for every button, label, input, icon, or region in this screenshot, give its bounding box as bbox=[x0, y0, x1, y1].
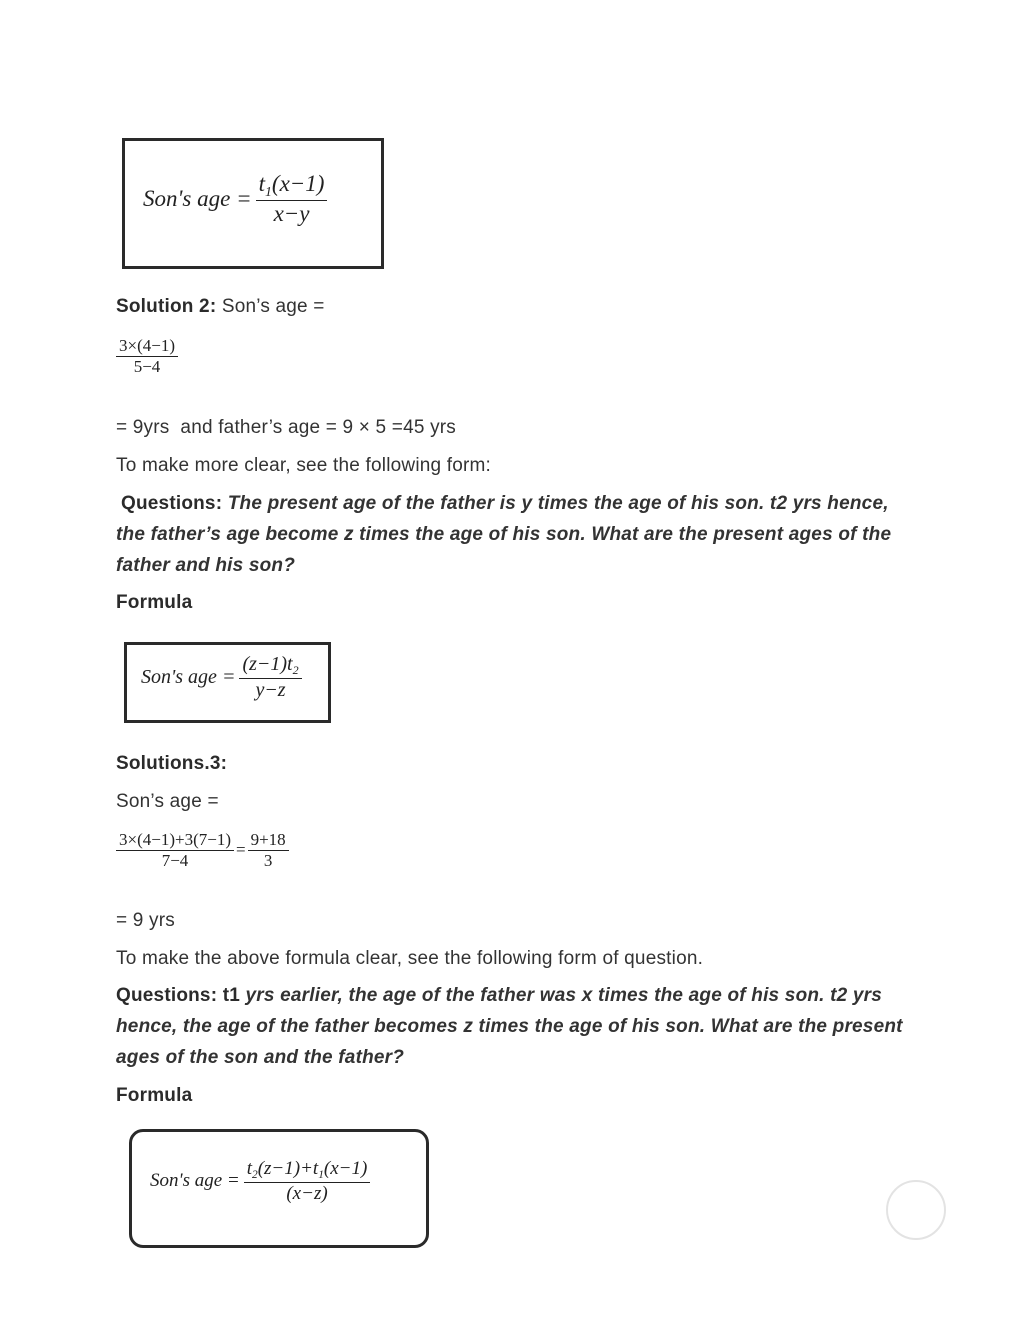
formula-3-lhs: Son's age = bbox=[150, 1170, 240, 1192]
formula-3-fraction bbox=[244, 1158, 371, 1205]
formula-label-1: Formula bbox=[116, 592, 193, 613]
question-2-text: The present age of the father is y times the age of his son. t2 yrs hence, the father’s age become z times the age of his son. What are the present ages of the father and his son? bbox=[116, 493, 892, 576]
solution-2-calc-numerator: 3×(4−1) bbox=[119, 336, 175, 355]
formula-3-denominator: (x−z) bbox=[286, 1183, 328, 1205]
question-2 bbox=[116, 488, 916, 581]
formula-3 bbox=[150, 1158, 370, 1205]
solution-2-line bbox=[116, 291, 916, 322]
clear-text-2: To make the above formula clear, see the following form of question. bbox=[116, 948, 704, 969]
formula-2-lhs: Son's age = bbox=[141, 665, 236, 688]
question-2-label: Questions: bbox=[121, 493, 223, 514]
formula-1-lhs: Son's age = bbox=[143, 186, 252, 212]
solution-2-result: = 9yrs and father’s age = 9 × 5 =45 yrs bbox=[116, 417, 457, 438]
question-3-lead: t1 bbox=[217, 985, 246, 1006]
solution-3-den-right: 3 bbox=[263, 850, 273, 870]
formula-box-1 bbox=[122, 138, 384, 269]
solution-3-sons-age: Son’s age = bbox=[116, 791, 219, 812]
formula-label-2: Formula bbox=[116, 1085, 193, 1106]
solution-2-text: Son’s age = bbox=[216, 296, 325, 317]
solution-3-equals: = bbox=[236, 840, 246, 860]
formula-3-numerator: $t_2(z-1)+t_1(x-1)$ bbox=[246, 1158, 368, 1181]
solution-2-label: Solution 2: bbox=[116, 296, 217, 317]
formula-1-denominator: x−y bbox=[273, 200, 310, 226]
solution-2-calc-denominator: 5−4 bbox=[133, 356, 161, 376]
solution-3-num-left: 3×(4−1)+3(7−1) bbox=[119, 830, 231, 849]
formula-1 bbox=[143, 171, 327, 227]
formula-2-denominator: y−z bbox=[255, 678, 286, 701]
solution-3-label: Solutions.3: bbox=[116, 753, 228, 774]
formula-1-numerator: $t_1(x-1)$ bbox=[258, 171, 325, 199]
formula-2-numerator: $(z-1)t_2$ bbox=[242, 653, 299, 678]
formula-1-fraction bbox=[256, 171, 328, 227]
clear-text-1: To make more clear, see the following form: bbox=[116, 455, 492, 476]
solution-3-den-left: 7−4 bbox=[161, 850, 189, 870]
question-3-text: yrs earlier, the age of the father was x times the age of his son. t2 yrs hence, the age of the father becomes z times the age of his son. What are the present ages of the son and the father? bbox=[116, 985, 903, 1068]
formula-2-fraction bbox=[239, 653, 301, 702]
formula-2 bbox=[141, 653, 302, 702]
solution-2-calc bbox=[116, 336, 178, 376]
formula-box-2 bbox=[124, 642, 331, 723]
question-3 bbox=[116, 980, 916, 1073]
solution-3-num-right: 9+18 bbox=[250, 830, 286, 849]
solution-3-calc bbox=[116, 830, 289, 870]
floating-circle-button[interactable] bbox=[886, 1180, 946, 1240]
question-3-label: Questions: bbox=[116, 985, 218, 1006]
formula-box-3 bbox=[129, 1129, 429, 1248]
solution-3-result: = 9 yrs bbox=[116, 910, 175, 931]
